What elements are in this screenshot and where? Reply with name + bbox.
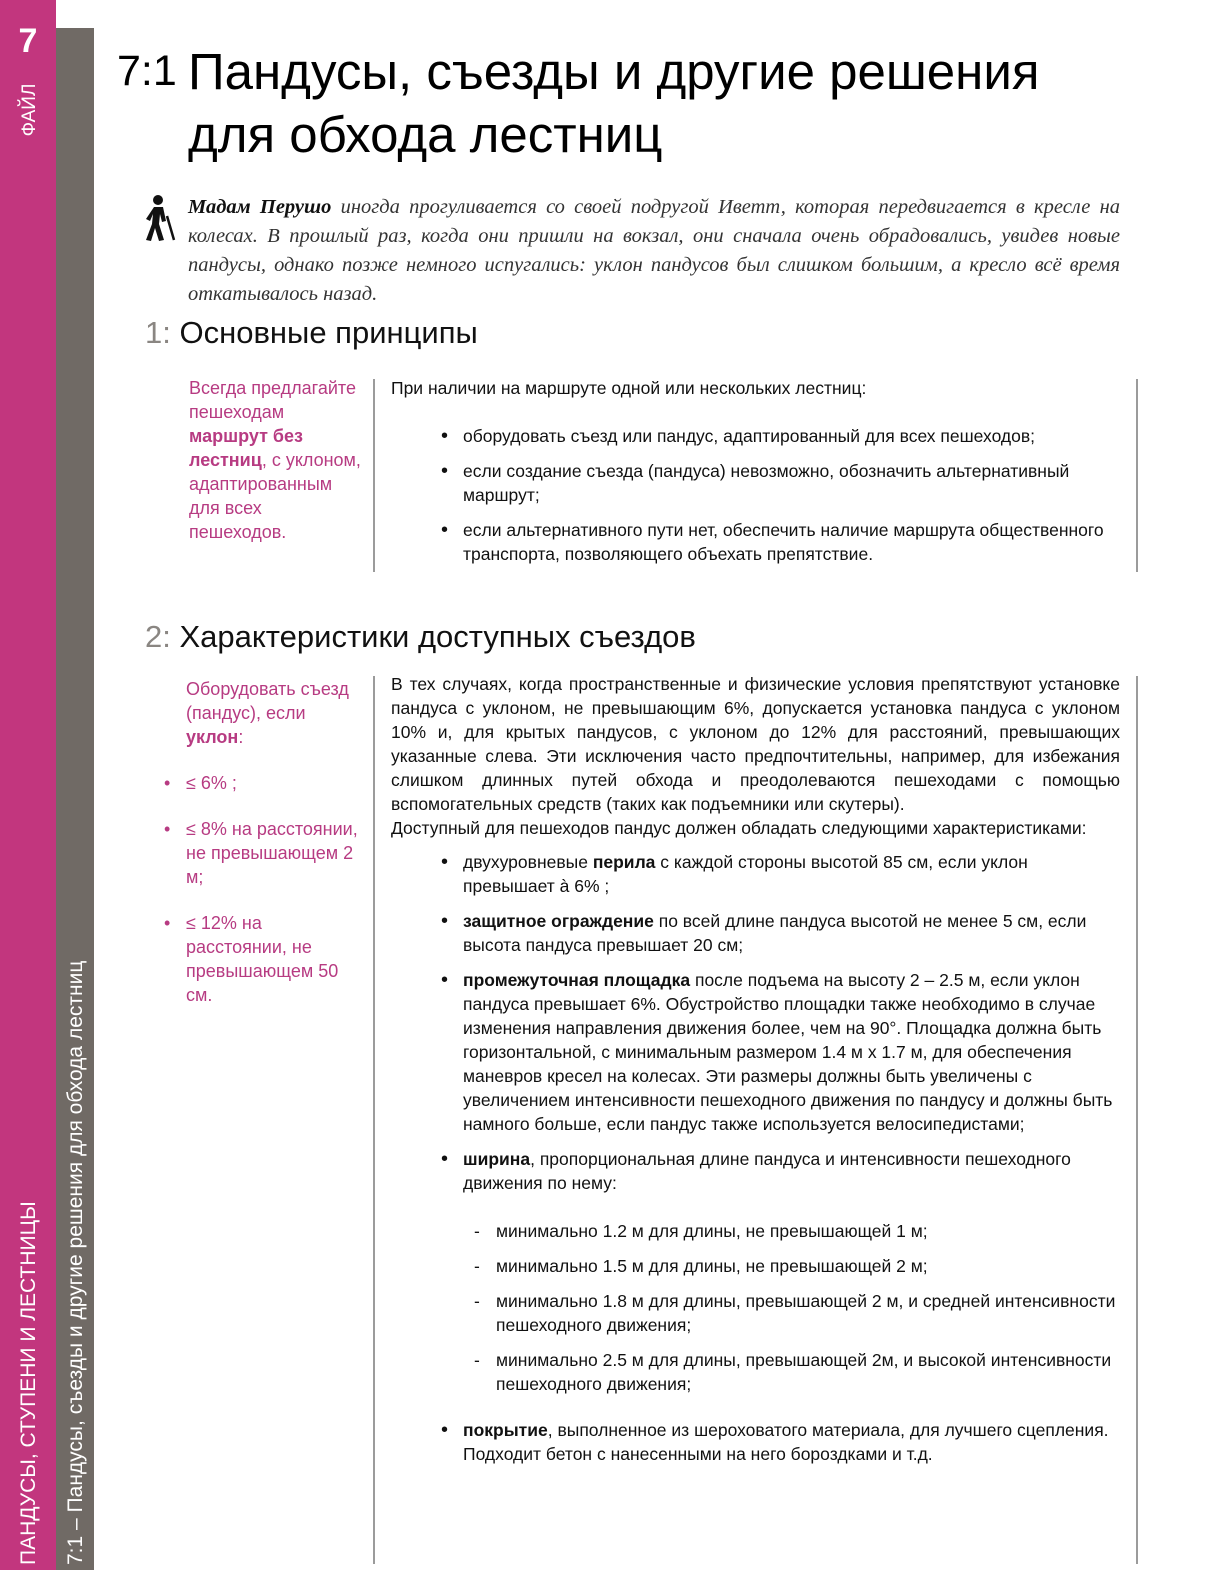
- section-1-bullets: [391, 424, 1129, 566]
- page-title-line-2: для обхода лестниц: [188, 106, 663, 163]
- list-item: • если альтернативного пути нет, обеспечить наличие маршрута общественного транспорта, позволяющего объехать препятствие.: [391, 518, 1129, 566]
- sublist-item: - минимально 2.5 м для длины, превышающей 2м, и высокой интенсивности пешеходного движения;: [463, 1348, 1120, 1396]
- list-item: [391, 1147, 1120, 1396]
- list-item-text: двухуровневые: [463, 852, 593, 872]
- list-item: • оборудовать съезд или пандус, адаптированный для всех пешеходов;: [391, 424, 1129, 448]
- section-2-sidenote: [186, 677, 364, 1029]
- story-name: Мадам Перушо: [188, 196, 332, 218]
- list-item: • ≤ 12% на расстоянии, не превышающем 50 см.: [186, 911, 364, 1007]
- list-item-bold: ширина: [463, 1149, 531, 1169]
- list-item-text: после подъема на высоту 2 – 2.5 м, если уклон пандуса превышает 6%. Обустройство площадки также необходимо в случае изменения направления движения более, чем на 90°. Площадка должна быть горизонтальной, с минимальным размером 1.4 м x 1.7 м, для обеспечения маневров кресел на колесах. Эти размеры должны быть увеличены с увеличением интенсивности пешеходного движения по пандусу и должны быть намного больше, если пандус также используется велосипедистами;: [463, 970, 1113, 1134]
- intro-story: [188, 193, 1120, 309]
- pedestrian-with-cane-icon: [144, 194, 184, 242]
- list-item: • ≤ 8% на расстоянии, не превышающем 2 м;: [186, 817, 364, 889]
- file-number: 7: [18, 22, 38, 60]
- slope-list: [186, 771, 364, 1007]
- section-2-paragraph-2: Доступный для пешеходов пандус должен обладать следующими характеристиками:: [391, 818, 1087, 838]
- page-title-line-1: Пандусы, съезды и другие решения: [188, 43, 1040, 100]
- list-item-text: по всей длине пандуса высотой не менее 5 см, если высота пандуса превышает 20 см;: [463, 911, 1087, 955]
- sidenote-bold: уклон: [186, 727, 239, 747]
- list-item-bold: покрытие: [463, 1420, 548, 1440]
- section-1-body: [391, 376, 1129, 577]
- section-2-heading: [145, 619, 696, 655]
- file-label: ФАЙЛ: [19, 83, 40, 137]
- sidebar-vertical-section: 7:1 – Пандусы, съезды и другие решения для обхода лестниц: [64, 960, 87, 1565]
- sidenote-bold: маршрут без лестниц: [189, 426, 303, 470]
- width-sublist: [463, 1219, 1120, 1396]
- list-item-bold: защитное ограждение: [463, 911, 654, 931]
- list-item: [391, 909, 1120, 957]
- file-label-box: [10, 80, 50, 140]
- sublist-item: - минимально 1.8 м для длины, превышающей 2 м, и средней интенсивности пешеходного движения;: [463, 1289, 1120, 1337]
- section-1-number: 1:: [145, 315, 171, 350]
- story-text: иногда прогуливается со своей подругой Иветт, которая передвигается в кресле на колесах. В прошлый раз, когда они пришли на вокзал, они сначала очень обрадовались, увидев новые пандусы, однако позже немного испугались: уклон пандусов был слишком большим, а кресло всё время откатывалось назад.: [188, 196, 1121, 305]
- list-item-text: , пропорциональная длине пандуса и интенсивности пешеходного движения по нему:: [463, 1149, 1071, 1193]
- section-1-title: Основные принципы: [179, 315, 478, 350]
- section-1-heading: [145, 315, 478, 351]
- divider-line: [373, 379, 375, 572]
- sublist-item: - минимально 1.2 м для длины, не превышающей 1 м;: [463, 1219, 1120, 1243]
- list-item-text: с каждой стороны высотой 85 см, если уклон превышает à 6% ;: [463, 852, 1028, 896]
- section-1-intro: При наличии на маршруте одной или нескольких лестниц:: [391, 378, 867, 398]
- divider-line: [1136, 379, 1138, 572]
- sidenote-text: , с уклоном, адаптированным для всех пешеходов.: [189, 450, 361, 542]
- divider-line: [1136, 676, 1138, 1564]
- list-item: [391, 1418, 1120, 1466]
- sublist-item: - минимально 1.5 м для длины, не превышающей 2 м;: [463, 1254, 1120, 1278]
- sidenote-text: Оборудовать съезд (пандус), если: [186, 679, 349, 723]
- sidenote-text: Всегда предлагайте пешеходам: [189, 378, 356, 422]
- section-2-paragraph-1: В тех случаях, когда пространственные и физические условия препятствуют установке пандуса с уклоном, не превышающим 6%, допускается установка пандуса с уклоном 10% и, для крытых пандусов, с уклоном до 12% для расстояний, превышающих указанные слева. Эти исключения часто предпочтительны, например, для избежания слишком длинных путей обхода и преодолеваются пешеходами с помощью вспомогательных средств (таких как подъемники или скутеры).: [391, 674, 1120, 814]
- list-item-text: , выполненное из шероховатого материала, для лучшего сцепления. Подходит бетон с нанесенными на него бороздками и т.д.: [463, 1420, 1109, 1464]
- list-item-bold: промежуточная площадка: [463, 970, 691, 990]
- section-1-sidenote: [189, 376, 364, 544]
- sidenote-text: :: [238, 727, 244, 747]
- list-item: [391, 850, 1120, 898]
- section-2-bullets: [391, 850, 1120, 1466]
- sidebar-vertical-chapter: ПАНДУСЫ, СТУПЕНИ И ЛЕСТНИЦЫ: [17, 1201, 40, 1565]
- section-2-number: 2:: [145, 619, 171, 654]
- list-item-bold: перила: [592, 852, 656, 872]
- page-title-number: 7:1: [117, 47, 177, 95]
- list-item: • если создание съезда (пандуса) невозможно, обозначить альтернативный маршрут;: [391, 459, 1129, 507]
- section-2-title: Характеристики доступных съездов: [179, 619, 696, 654]
- section-2-body: [391, 672, 1120, 1477]
- list-item: [391, 968, 1120, 1136]
- divider-line: [373, 676, 375, 1564]
- list-item: • ≤ 6% ;: [186, 771, 364, 795]
